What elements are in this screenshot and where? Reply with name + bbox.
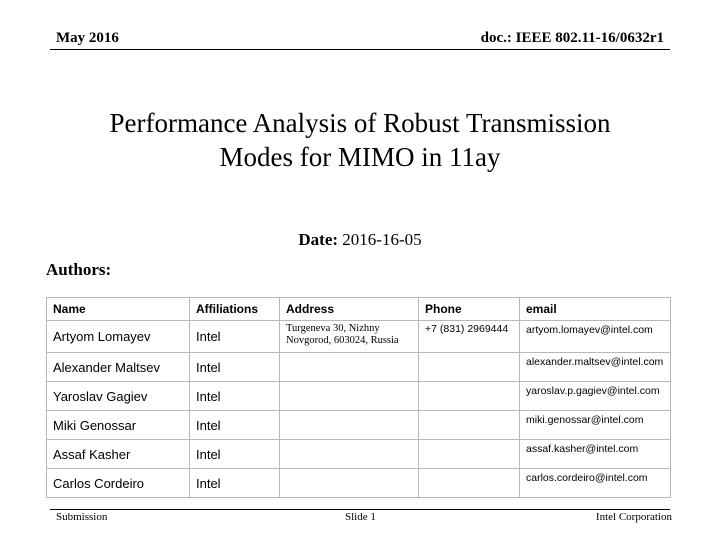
header-address: Address xyxy=(280,298,419,321)
table-row xyxy=(47,353,671,382)
author-name: Assaf Kasher xyxy=(47,440,190,469)
author-phone xyxy=(419,382,520,411)
footer-company: Intel Corporation xyxy=(595,511,672,523)
header-rule xyxy=(50,49,670,50)
author-email: alexander.maltsev@intel.com xyxy=(520,353,671,382)
header-doc-id: doc.: IEEE 802.11-16/0632r1 xyxy=(480,30,664,46)
table-row xyxy=(47,469,671,498)
footer-slide-number: Slide 1 xyxy=(345,511,376,523)
header-name: Name xyxy=(47,298,190,321)
author-address: Turgeneva 30, Nizhny Novgorod, 603024, Russia xyxy=(280,321,419,353)
date-value: 2016-16-05 xyxy=(342,230,422,249)
footer-submission: Submission xyxy=(56,511,108,523)
author-email: yaroslav.p.gagiev@intel.com xyxy=(520,382,671,411)
author-address xyxy=(280,411,419,440)
author-email: artyom.lomayev@intel.com xyxy=(520,321,671,353)
author-address xyxy=(280,440,419,469)
author-email: miki.genossar@intel.com xyxy=(520,411,671,440)
table-row xyxy=(47,321,671,353)
footer-rule xyxy=(50,509,670,510)
author-name: Artyom Lomayev xyxy=(47,321,190,353)
slide-title xyxy=(40,106,680,174)
table-header-row xyxy=(47,298,671,321)
author-affiliation: Intel xyxy=(190,440,280,469)
table-row xyxy=(47,382,671,411)
header-affiliations: Affiliations xyxy=(190,298,280,321)
author-email: assaf.kasher@intel.com xyxy=(520,440,671,469)
author-phone xyxy=(419,440,520,469)
author-affiliation: Intel xyxy=(190,353,280,382)
author-affiliation: Intel xyxy=(190,411,280,440)
author-address xyxy=(280,353,419,382)
date-label: Date: xyxy=(298,230,339,249)
author-affiliation: Intel xyxy=(190,321,280,353)
author-phone: +7 (831) 2969444 xyxy=(419,321,520,353)
author-name: Yaroslav Gagiev xyxy=(47,382,190,411)
author-affiliation: Intel xyxy=(190,469,280,498)
authors-label: Authors: xyxy=(46,260,112,279)
author-name: Miki Genossar xyxy=(47,411,190,440)
author-address xyxy=(280,469,419,498)
author-name: Alexander Maltsev xyxy=(47,353,190,382)
authors-table xyxy=(46,297,671,498)
date-line xyxy=(0,230,720,250)
author-phone xyxy=(419,469,520,498)
header-phone: Phone xyxy=(419,298,520,321)
title-line-2: Modes for MIMO in 11ay xyxy=(219,142,501,172)
title-line-1: Performance Analysis of Robust Transmission xyxy=(109,108,611,138)
author-phone xyxy=(419,353,520,382)
table-row xyxy=(47,440,671,469)
author-phone xyxy=(419,411,520,440)
author-address xyxy=(280,382,419,411)
author-name: Carlos Cordeiro xyxy=(47,469,190,498)
author-email: carlos.cordeiro@intel.com xyxy=(520,469,671,498)
table-row xyxy=(47,411,671,440)
header-email: email xyxy=(520,298,671,321)
author-affiliation: Intel xyxy=(190,382,280,411)
header-date: May 2016 xyxy=(56,30,119,46)
